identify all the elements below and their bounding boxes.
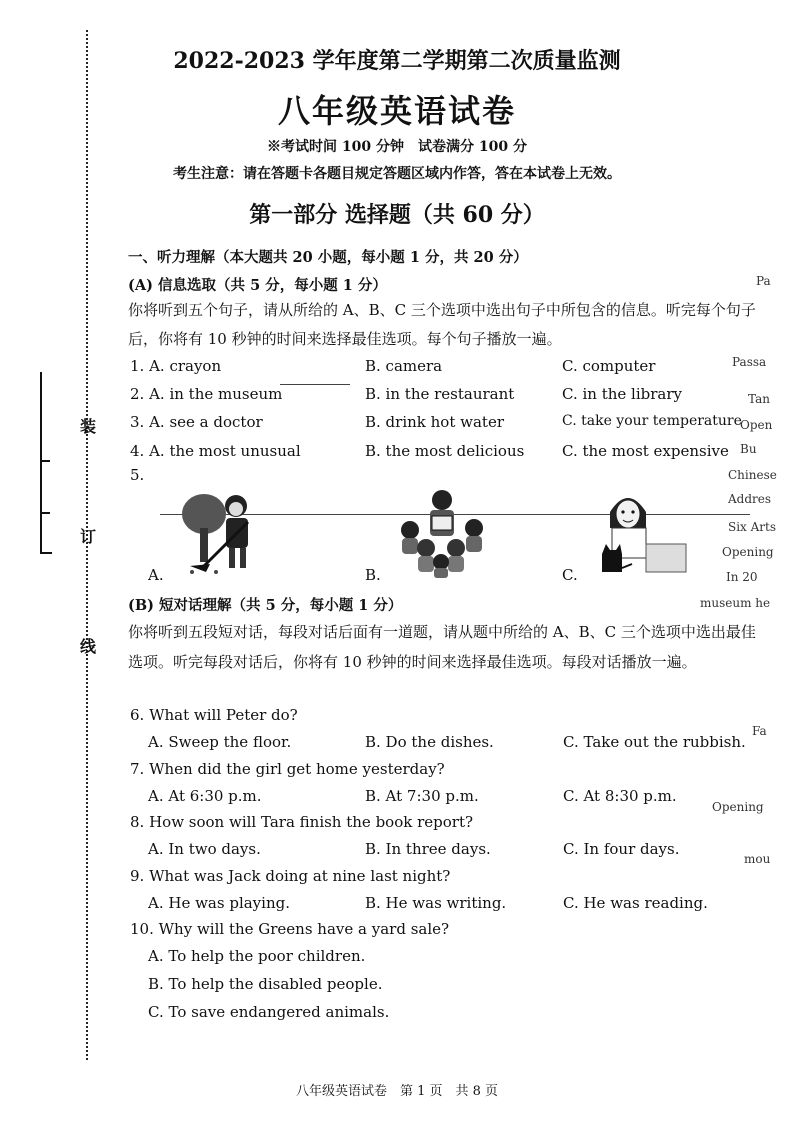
question-row (128, 385, 768, 411)
binding-bracket (40, 372, 52, 554)
question-7: 7. When did the girl get home yesterday? (130, 760, 445, 778)
q6-option-b: B. Do the dishes. (365, 733, 494, 751)
subject-title: 八年级英语试卷 (277, 92, 516, 130)
q10-option-c: C. To save endangered animals. (148, 1003, 390, 1021)
bleed-text: Opening (722, 545, 774, 559)
bleed-text: Open (740, 418, 773, 432)
option-a: 1. A. crayon (130, 357, 222, 375)
section-a-heading: (A) 信息选取（共 5 分，每小题 1 分） (128, 277, 387, 294)
option-b: B. the most delicious (365, 442, 525, 460)
q9-option-c: C. He was reading. (563, 894, 708, 912)
q8-option-b: B. In three days. (365, 840, 491, 858)
q5-label-a: A. (148, 566, 164, 584)
candidate-notice: 考生注意：请在答题卡各题目规定答题区域内作答，答在本试卷上无效。 (173, 166, 621, 182)
page-footer: 八年级英语试卷 第 1 页 共 8 页 (295, 1084, 499, 1099)
part-title: 第一部分 选择题（共 60 分） (249, 202, 545, 228)
q7-option-b: B. At 7:30 p.m. (365, 787, 479, 805)
option-c: C. the most expensive (562, 442, 729, 460)
section-b-heading: (B) 短对话理解（共 5 分，每小题 1 分） (128, 597, 403, 614)
binding-char-xian: 线 (80, 637, 97, 656)
section-b-instruction: 你将听到五段短对话，每段对话后面有一道题，请从题中所给的 A、B、C 三个选项中选出最佳选项。听完每段对话后，你将有 10 秒钟的时间来选择最佳选项。每段对话播放一遍。 (128, 623, 756, 671)
bleed-text: In 20 (726, 570, 758, 584)
bleed-text: Chinese (728, 468, 777, 482)
binding-char-zhuang: 装 (80, 417, 97, 436)
q6-option-a: A. Sweep the floor. (148, 733, 292, 751)
listening-heading: 一、听力理解（本大题共 20 小题，每小题 1 分，共 20 分） (128, 249, 528, 266)
option-a: 4. A. the most unusual (130, 442, 301, 460)
option-b: B. camera (365, 357, 443, 375)
option-c: C. take your temperature (562, 413, 742, 429)
option-c: C. in the library (562, 385, 682, 403)
bleed-text: Bu (740, 442, 757, 456)
option-a: 3. A. see a doctor (130, 413, 263, 431)
question-6: 6. What will Peter do? (130, 706, 298, 724)
bleed-text: museum he (700, 596, 771, 610)
q9-option-a: A. He was playing. (148, 894, 290, 912)
question-row (128, 413, 768, 439)
bracket-tick (40, 460, 50, 462)
bleed-text: Addres (728, 492, 772, 506)
picture-sweeping-leaves (180, 488, 270, 576)
section-a-instruction: 你将听到五个句子，请从所给的 A、B、C 三个选项中选出句子中所包含的信息。听完每个句子后，你将有 10 秒钟的时间来选择最佳选项。每个句子播放一遍。 (128, 301, 756, 348)
picture-vet-with-cat (592, 484, 692, 580)
bleed-text: Six Arts (728, 520, 777, 534)
binding-char-ding: 订 (80, 527, 97, 546)
q5-label-c: C. (562, 566, 578, 584)
bleed-text: Pa (756, 274, 771, 288)
q8-option-c: C. In four days. (563, 840, 680, 858)
q7-option-a: A. At 6:30 p.m. (148, 787, 262, 805)
question-8: 8. How soon will Tara finish the book report? (130, 813, 474, 831)
question-5-number: 5. (130, 466, 145, 484)
exam-title: 2022-2023 学年度第二学期第二次质量监测 (173, 48, 621, 74)
option-c: C. computer (562, 357, 656, 375)
scan-line (280, 384, 350, 385)
question-10: 10. Why will the Greens have a yard sale? (130, 920, 450, 938)
q10-option-b: B. To help the disabled people. (148, 975, 383, 993)
question-row (128, 357, 768, 383)
q5-label-b: B. (365, 566, 381, 584)
question-row (128, 442, 768, 468)
option-a: 2. A. in the museum (130, 385, 283, 403)
bleed-text: mou (744, 852, 771, 866)
exam-info: ※考试时间 100 分钟 试卷满分 100 分 (267, 139, 527, 155)
option-b: B. drink hot water (365, 413, 504, 431)
bleed-text: Tan (748, 392, 770, 406)
option-b: B. in the restaurant (365, 385, 515, 403)
bleed-text: Fa (752, 724, 767, 738)
bleed-text: Passa (732, 355, 767, 369)
q7-option-c: C. At 8:30 p.m. (563, 787, 677, 805)
q10-option-a: A. To help the poor children. (148, 947, 366, 965)
question-9: 9. What was Jack doing at nine last night? (130, 867, 451, 885)
q8-option-a: A. In two days. (148, 840, 261, 858)
bracket-tick (40, 512, 50, 514)
q9-option-b: B. He was writing. (365, 894, 507, 912)
q6-option-c: C. Take out the rubbish. (563, 733, 746, 751)
picture-reading-to-kids (392, 488, 492, 578)
bleed-text: Opening (712, 800, 764, 814)
